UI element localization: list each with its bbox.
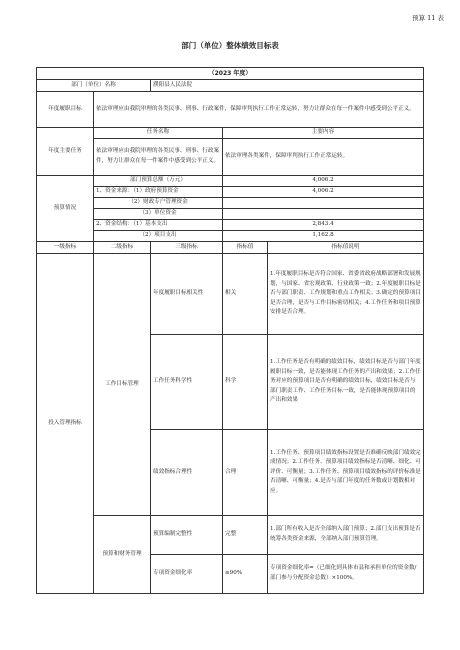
- description-header: 指标值说明: [268, 242, 424, 254]
- task-content-header: 主要内容: [223, 128, 424, 139]
- level1-indicator: 投入管理指标: [37, 254, 94, 594]
- page-title: 部门（单位）整体绩效目标表: [181, 41, 279, 50]
- budget-item-value: [223, 209, 424, 220]
- budget-item-name: 部门预算总额（万元）: [94, 176, 223, 187]
- performance-target-table: [36, 67, 424, 594]
- budget-item-value: 4,006.2: [223, 187, 424, 198]
- budget-row: [37, 220, 424, 231]
- indicator-value: 完整: [223, 516, 268, 555]
- task-row: [37, 139, 424, 176]
- level3-indicator: 年度履职目标相关性: [151, 254, 223, 335]
- indicator-value: 合理: [223, 430, 268, 516]
- budget-item-value: 1,162.8: [223, 231, 424, 242]
- budget-row: [37, 187, 424, 198]
- dept-value: 濮阳县人民法院: [151, 80, 424, 92]
- indicator-value: 科学: [223, 335, 268, 430]
- budget-item-name: 2、资金结构：（1）基本支出: [94, 220, 223, 231]
- indicator-description: 1.部门所有收入是否全部纳入部门预算；2.部门支出预算是否统筹各类资金来源，全部纳入部门预算管理。: [268, 516, 424, 555]
- form-number: 预算 11 表: [412, 14, 444, 22]
- indicator-row: [37, 516, 424, 555]
- indicator-description: 专项资金细化率=（已细化到具体市县和承担单位的资金数/部门参与分配资金总数）×100%。: [268, 555, 424, 594]
- indicator-header-row: [37, 242, 424, 254]
- indicator-description: 1.工作任务是否有明确的绩效目标，绩效目标是否与部门年度履职目标一致，是否能体现工作任务的产出和效果；2.工作任务对应的预算项目是否有明确的绩效目标，绩效目标是否与部门职责工作、工作任务目标一致，是否能体现预算项目的产出和效果: [268, 335, 424, 430]
- dept-row: [37, 80, 424, 92]
- goal-row: [37, 92, 424, 128]
- level1-header: 一级指标: [37, 242, 94, 254]
- indicator-description: 1.年度履职目标是否符合国家、省委省政府战略部署和发展规划，与国家、省宏观政策、行业政策一致；2.年度履职目标是否与部门职责、工作规划和重点工作相关；3.确定的预算项目是否合理，是否与工作目标密切相关；4.工作任务和项目预算安排是否合理。: [268, 254, 424, 335]
- indicator-value: 相关: [223, 254, 268, 335]
- level3-indicator: 工作任务科学性: [151, 335, 223, 430]
- budget-item-name: （3）单位资金: [94, 209, 223, 220]
- budget-item-name: 1、资金来源：（1）政府预算资金: [94, 187, 223, 198]
- budget-item-value: 2,843.4: [223, 220, 424, 231]
- budget-row: [37, 176, 424, 187]
- year-label: （2023 年度）: [37, 68, 424, 80]
- value-header: 指标值: [223, 242, 268, 254]
- level2-indicator: 预算和财务管理: [94, 516, 151, 594]
- task-name: 依法审理应由我院审理的各类民事、刑事、行政案件，努力让群众在每一件案件中感受到公平正义。: [94, 139, 223, 176]
- budget-row: [37, 209, 424, 220]
- level3-indicator: 专项资金细化率: [151, 555, 223, 594]
- budget-label: 预算情况: [37, 176, 94, 242]
- budget-item-name: （2）项目支出: [94, 231, 223, 242]
- goal-text: 依法审理应由我院审理的各类民事、刑事、行政案件，保障审判执行工作正常运转，努力让群众在每一件案件中感受到公平正义。: [94, 92, 424, 128]
- budget-item-value: [223, 198, 424, 209]
- level3-indicator: 预算编制完整性: [151, 516, 223, 555]
- level3-indicator: 绩效指标合理性: [151, 430, 223, 516]
- tasks-label: 年度主要任务: [37, 128, 94, 176]
- budget-row: [37, 198, 424, 209]
- level2-indicator: 工作目标管理: [94, 254, 151, 516]
- indicator-description: 1.工作任务、预算项目绩效指标设置是否准确反映部门绩效完成情况；2.工作任务、预算项目绩效指标是否清晰、细化、可评价、可衡量；3.工作任务、预算项目绩效指标的评价标准是否清晰、可衡量；4.是否与部门年度的任务数或计划数相对应。: [268, 430, 424, 516]
- goal-label: 年度履职目标: [37, 92, 94, 128]
- indicator-value: ≥90%: [223, 555, 268, 594]
- budget-item-value: 4,006.2: [223, 176, 424, 187]
- budget-item-name: （2）财政专户管理资金: [94, 198, 223, 209]
- task-name-header: 任务名称: [94, 128, 223, 139]
- indicator-row: [37, 254, 424, 335]
- task-content: 依法审理各类案件，保障审判执行工作正常运转。: [223, 139, 424, 176]
- budget-row: [37, 231, 424, 242]
- year-row: [37, 68, 424, 80]
- level2-header: 二级指标: [94, 242, 151, 254]
- level3-header: 三级指标: [151, 242, 223, 254]
- dept-label: 部门（单位）名称: [37, 80, 151, 92]
- task-head-row: [37, 128, 424, 139]
